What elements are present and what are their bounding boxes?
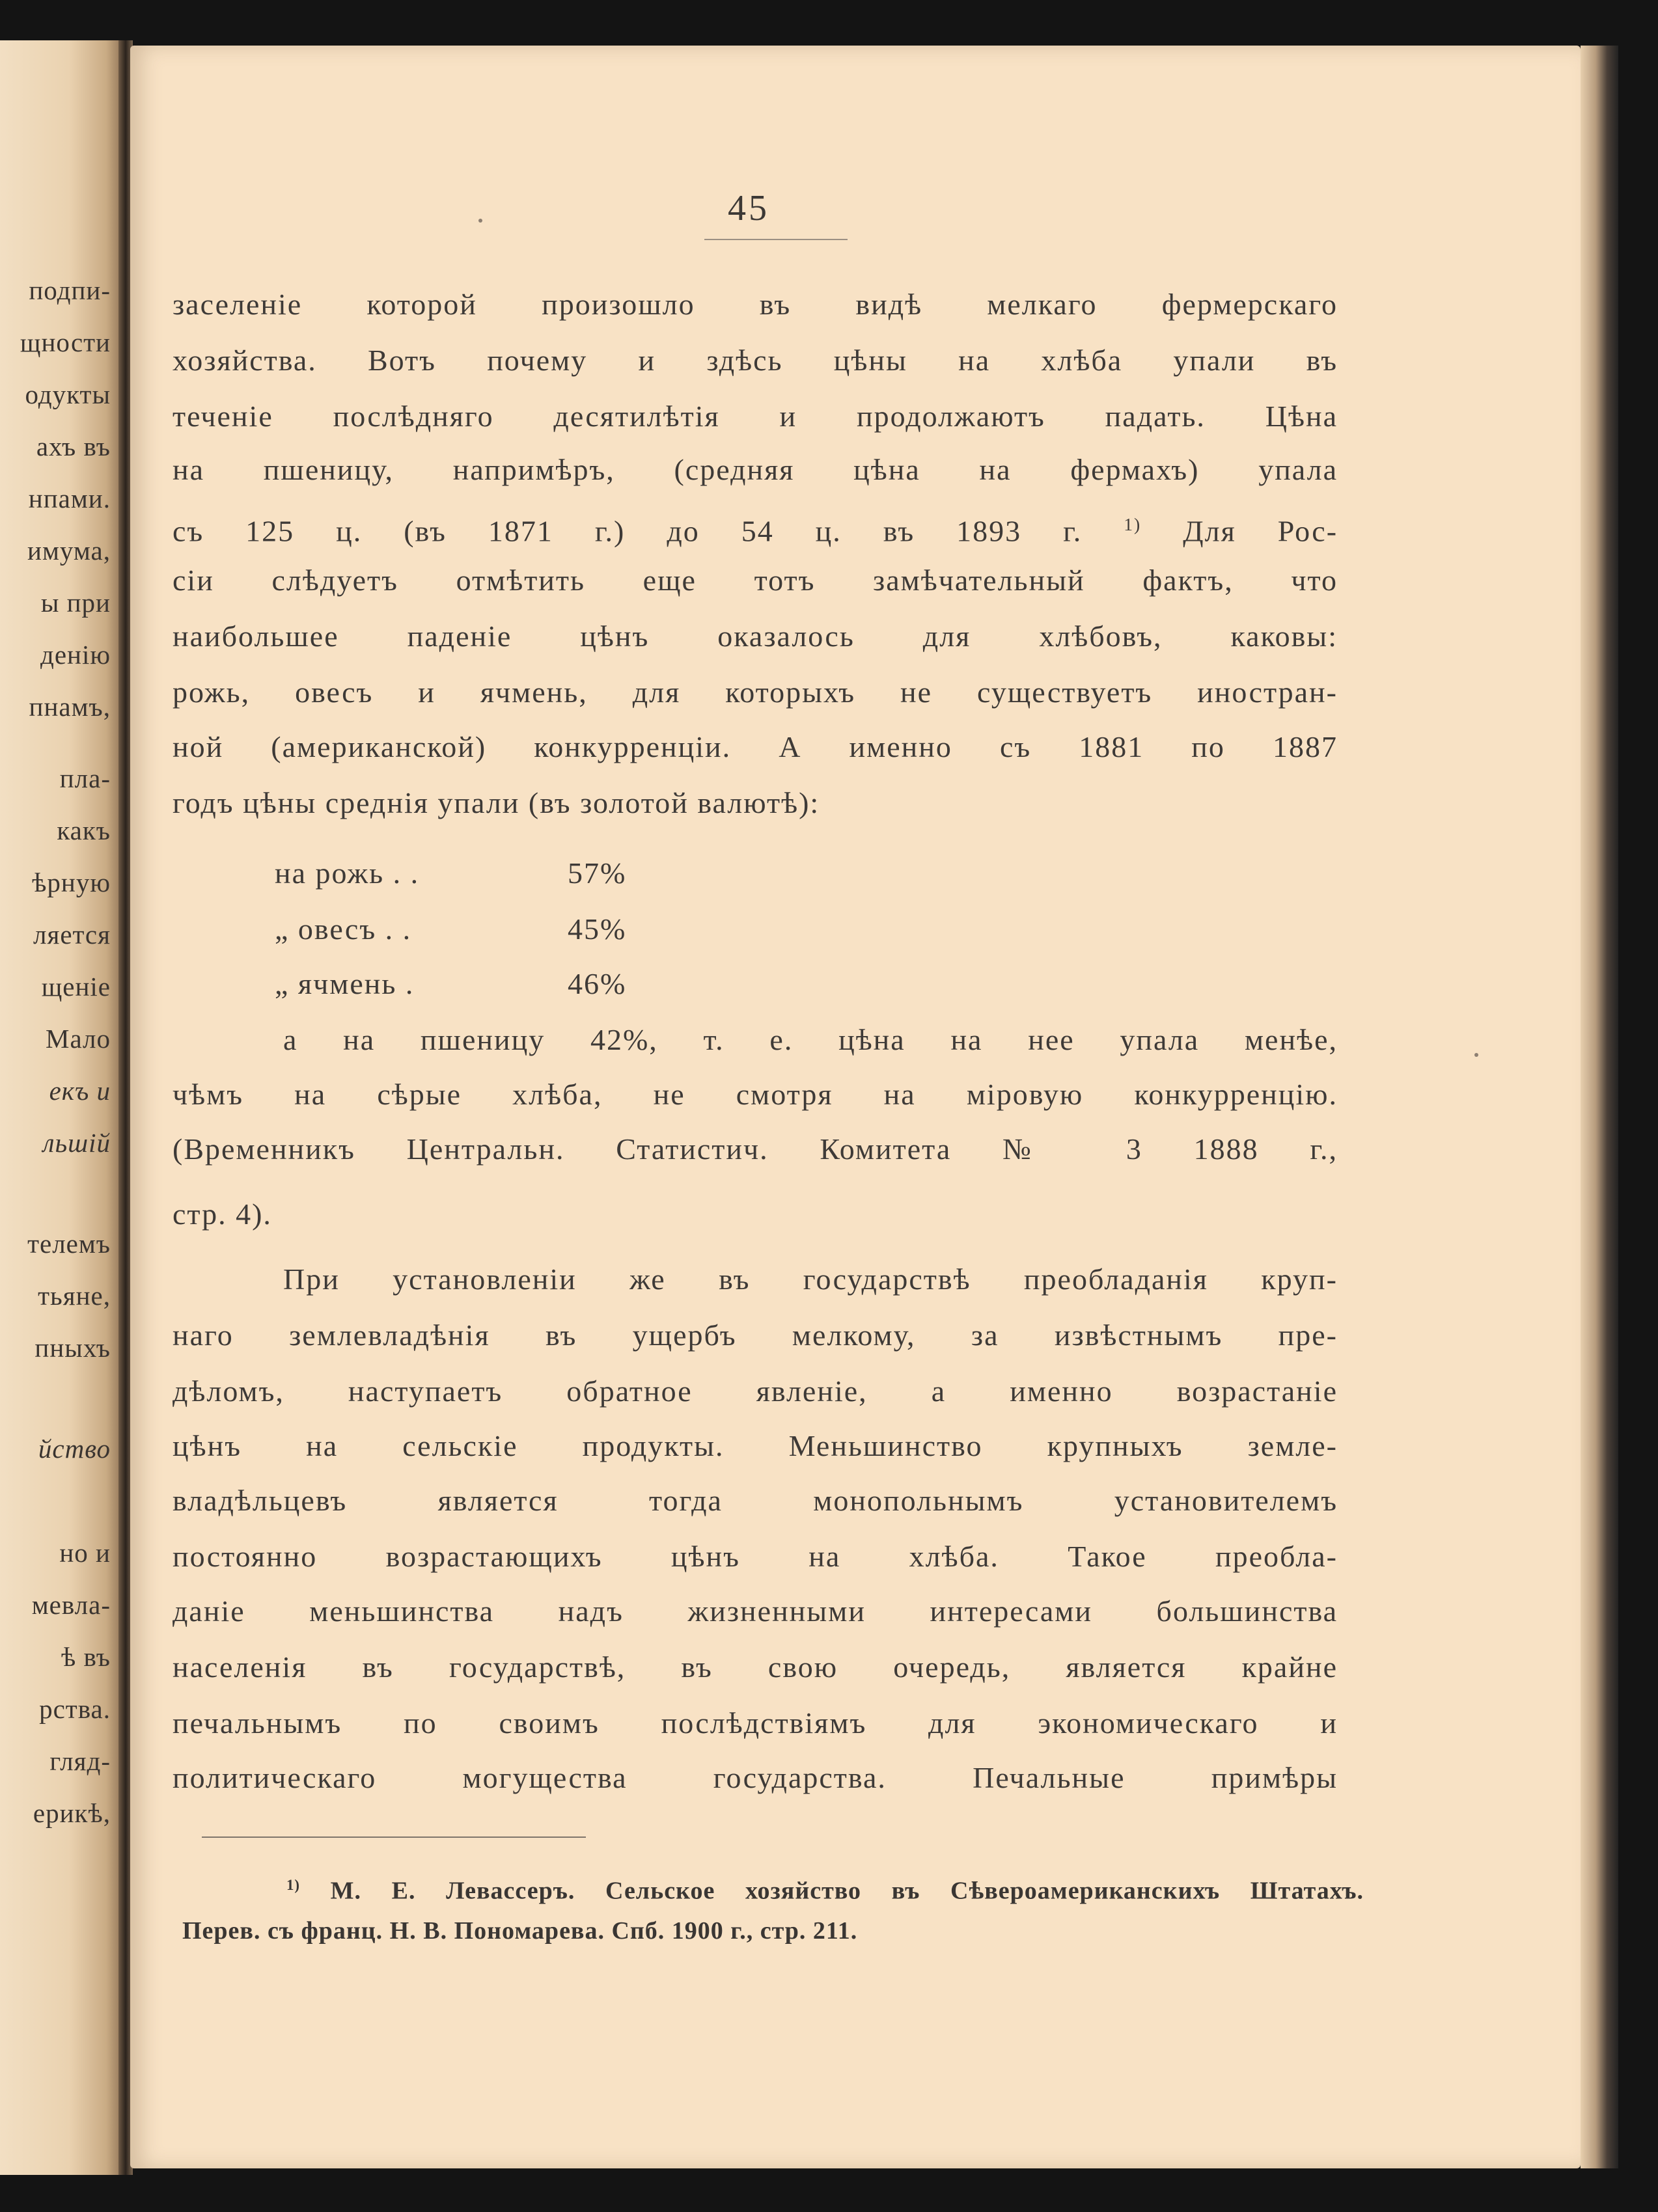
body-line: постоянно возрастающихъ цѣнъ на хлѣба. Такое преобла- [173, 1540, 1338, 1573]
footnote-line [286, 1869, 1364, 1907]
left-page-line: пнамъ, [29, 692, 111, 722]
left-page-line: подпи- [29, 275, 111, 305]
paper-speck [1474, 1053, 1478, 1057]
body-line: хозяйства. Вотъ почему и здѣсь цѣны на хлѣба упали въ [173, 344, 1338, 377]
body-line: (Временникъ Центральн. Статистич. Комитета № 3 1888 г., [173, 1132, 1338, 1166]
price-value: 45% [568, 912, 627, 946]
left-page-line: екъ и [49, 1076, 111, 1106]
left-page-line: ы при [40, 588, 111, 618]
paper-speck [478, 219, 482, 223]
footnote-line: Перев. съ франц. Н. В. Пономарева. Спб. 1900 г., стр. 211. [182, 1917, 858, 1945]
body-line-part: съ 125 ц. (въ 1871 г.) до 54 ц. въ 1893 г. [173, 514, 1083, 548]
left-page-line: имума, [27, 536, 111, 566]
left-page-line: тьяне, [38, 1281, 111, 1311]
body-line: дѣломъ, наступаетъ обратное явленіе, а именно возрастаніе [173, 1374, 1338, 1408]
body-line: заселеніе которой произошло въ видѣ мелкаго фермерскаго [173, 288, 1338, 321]
body-line: годъ цѣны среднія упали (въ золотой валютѣ): [173, 786, 820, 819]
page-number-rule [704, 239, 848, 240]
left-page-line: щеніе [41, 972, 111, 1002]
body-line: на пшеницу, напримѣръ, (средняя цѣна на фермахъ) упала [173, 453, 1338, 486]
body-line: даніе меньшинства надъ жизненными интересами большинства [173, 1594, 1338, 1628]
body-line: печальнымъ по своимъ послѣдствіямъ для экономическаго и [173, 1706, 1338, 1740]
left-page-line: рства. [39, 1694, 111, 1724]
left-page-line: ѣ въ [61, 1642, 111, 1672]
price-label: на рожь . . [275, 856, 420, 890]
body-line: наибольшее паденіе цѣнъ оказалось для хлѣбовъ, каковы: [173, 620, 1338, 653]
body-line: наго землевладѣнія въ ущербъ мелкому, за извѣстнымъ пре- [173, 1318, 1338, 1352]
left-page-line: ерикѣ, [33, 1798, 111, 1828]
price-value: 46% [568, 967, 627, 1000]
left-page-line: пла- [59, 763, 111, 793]
body-line: цѣнъ на сельскіе продукты. Меньшинство крупныхъ земле- [173, 1429, 1338, 1462]
price-value: 57% [568, 856, 627, 890]
left-page-line: льшій [42, 1128, 111, 1158]
left-page-line: нпами. [28, 484, 111, 513]
left-page-line: телемъ [27, 1229, 111, 1259]
body-line: ной (американской) конкурренціи. А именно съ 1881 по 1887 [173, 730, 1338, 763]
body-line: населенія въ государствѣ, въ свою очередь, является крайне [173, 1650, 1338, 1684]
footnote-rule [202, 1837, 586, 1838]
price-label: „ овесъ . . [275, 912, 412, 946]
footnote-text: М. Е. Левассеръ. Сельское хозяйство въ Сѣвероамериканскихъ Штатахъ. [330, 1877, 1364, 1905]
left-page-line: ахъ въ [36, 431, 111, 461]
left-page-line: денію [40, 640, 111, 670]
body-line: сіи слѣдуетъ отмѣтить еще тотъ замѣчательный фактъ, что [173, 564, 1338, 597]
left-page-line: мевла- [31, 1590, 111, 1620]
body-line: рожь, овесъ и ячмень, для которыхъ не существуетъ иностран- [173, 676, 1338, 709]
page-stack-edge [1581, 46, 1618, 2168]
body-line: а на пшеницу 42%, т. е. цѣна на нее упала менѣе, [283, 1023, 1338, 1056]
left-page-line: йство [38, 1434, 111, 1464]
price-label: „ ячмень . [275, 967, 415, 1000]
left-page-line: щности [20, 327, 111, 357]
body-line-with-footnote [173, 505, 1338, 551]
page-number: 45 [728, 188, 769, 228]
left-page-line: пныхъ [35, 1333, 111, 1363]
body-line: При установленіи же въ государствѣ преобладанія круп- [283, 1263, 1338, 1296]
left-page-line: ляется [33, 920, 111, 949]
body-line: теченіе послѣдняго десятилѣтія и продолжаютъ падать. Цѣна [173, 400, 1338, 433]
footnote-marker: 1) [286, 1877, 300, 1893]
body-line: стр. 4). [173, 1197, 272, 1231]
left-page-line: но и [59, 1538, 111, 1568]
left-page-line: Мало [46, 1024, 111, 1054]
body-line-part: Для Рос- [1183, 514, 1338, 548]
left-page-line: гляд- [49, 1746, 111, 1776]
left-page-line: одукты [25, 379, 111, 409]
body-line: владѣльцевъ является тогда монопольнымъ установителемъ [173, 1484, 1338, 1517]
left-page-line: ѣрную [32, 867, 111, 897]
body-line: чѣмъ на сѣрые хлѣба, не смотря на міровую конкурренцію. [173, 1078, 1338, 1111]
previous-page-edge [0, 40, 125, 2175]
body-line: политическаго могущества государства. Печальные примѣры [173, 1761, 1338, 1794]
footnote-reference[interactable]: 1) [1124, 514, 1142, 534]
left-page-line: какъ [57, 815, 111, 845]
